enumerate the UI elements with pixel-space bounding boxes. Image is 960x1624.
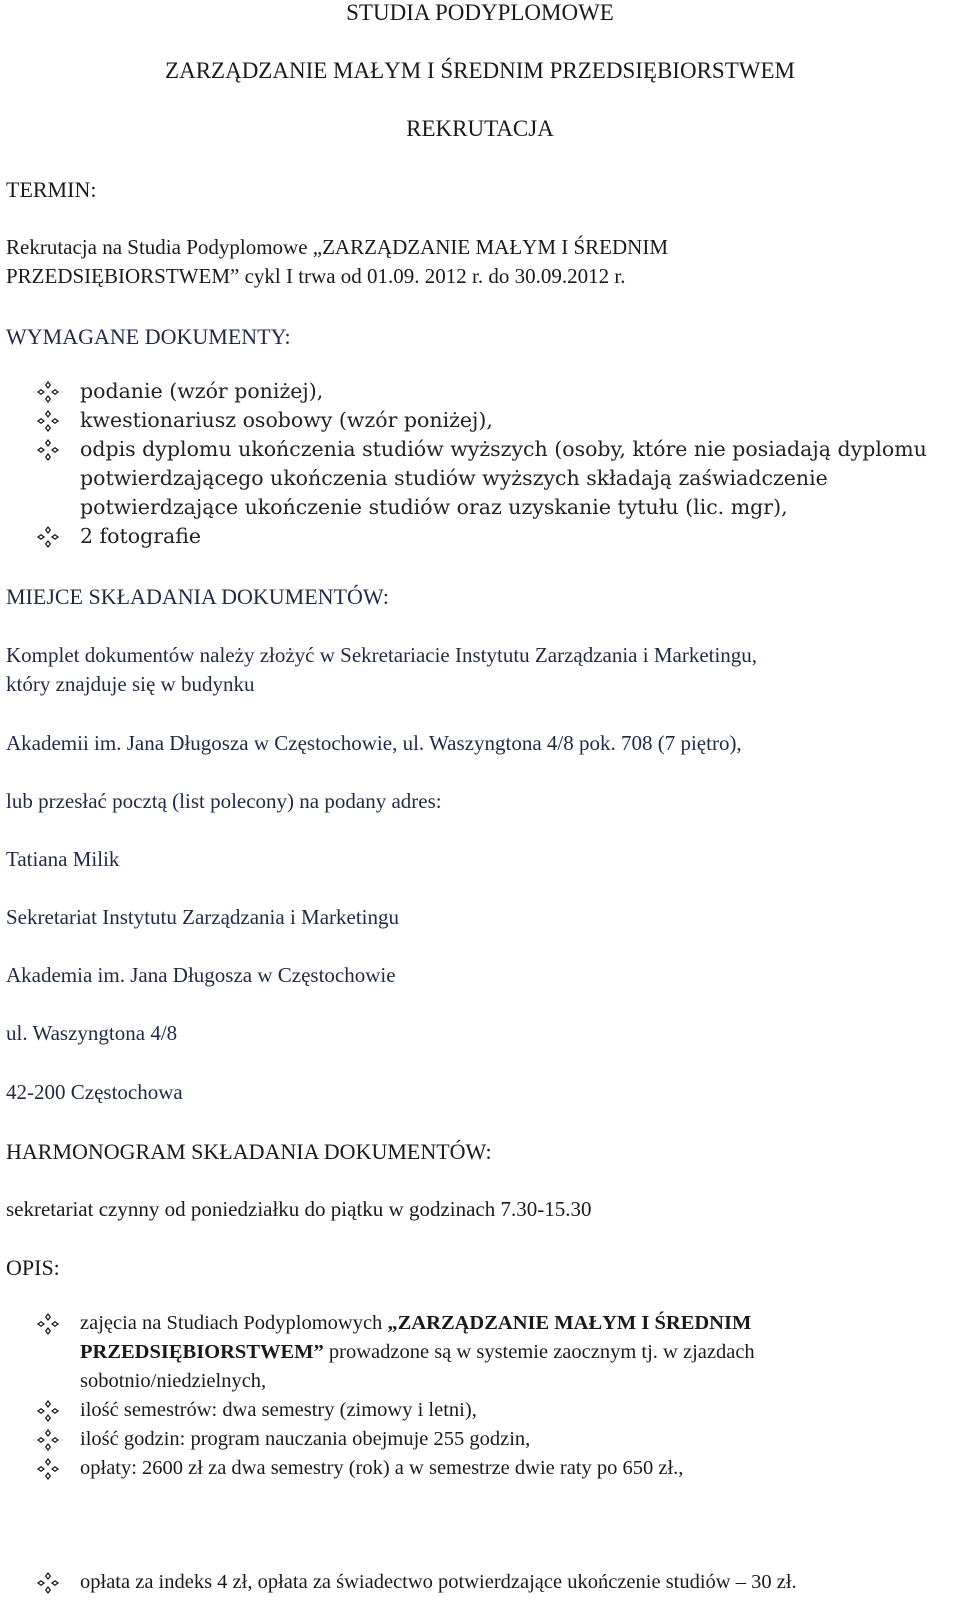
address-line: Sekretariat Instytutu Zarządzania i Marketingu: [6, 905, 400, 929]
title-program: ZARZĄDZANIE MAŁYM I ŚREDNIM PRZEDSIĘBIORSTWEM: [165, 58, 795, 83]
list-item: opłaty: 2600 zł za dwa semestry (rok) a w semestrze dwie raty po 650 zł.,: [0, 1454, 960, 1483]
diamond-bullet-icon: [36, 1312, 60, 1336]
address-line: 42-200 Częstochowa: [6, 1080, 183, 1104]
heading-miejsce: MIEJCE SKŁADANIA DOKUMENTÓW:: [6, 584, 389, 609]
list-item: ilość godzin: program nauczania obejmuje 255 godzin,: [0, 1425, 960, 1454]
opis-list-last: [0, 1568, 960, 1597]
heading-termin: TERMIN:: [6, 177, 97, 202]
opis-list: [0, 1309, 960, 1483]
program-name-bold: „ZARZĄDZANIE MAŁYM I ŚREDNIM PRZEDSIĘBIORSTWEM”: [80, 1312, 752, 1363]
diamond-bullet-icon: [36, 409, 60, 433]
list-item: odpis dyplomu ukończenia studiów wyższych (osoby, które nie posiadają dyplomu potwierdzającego ukończenia studiów wyższych składają zaświadczenie potwierdzające ukończenie studiów oraz uzyskanie tytułu (lic. mgr),: [0, 435, 960, 522]
address-line: Tatiana Milik: [6, 847, 120, 871]
title-studia: STUDIA PODYPLOMOWE: [346, 0, 614, 25]
list-item: opłata za indeks 4 zł, opłata za świadectwo potwierdzające ukończenie studiów – 30 zł.: [0, 1568, 960, 1597]
miejsce-post-line: lub przesłać pocztą (list polecony) na podany adres:: [6, 789, 442, 813]
diamond-bullet-icon: [36, 438, 60, 462]
title-rekrutacja: REKRUTACJA: [406, 116, 554, 141]
harmonogram-text: sekretariat czynny od poniedziałku do piątku w godzinach 7.30-15.30: [6, 1197, 592, 1221]
diamond-bullet-icon: [36, 380, 60, 404]
heading-wymagane-dokumenty: WYMAGANE DOKUMENTY:: [6, 324, 291, 349]
address-line: ul. Waszyngtona 4/8: [6, 1021, 178, 1045]
diamond-bullet-icon: [36, 1428, 60, 1452]
list-item: 2 fotografie: [0, 522, 960, 551]
termin-text-line2: PRZEDSIĘBIORSTWEM” cykl I trwa od 01.09. 2012 r. do 30.09.2012 r.: [6, 264, 626, 288]
miejsce-location: Akademii im. Jana Długosza w Częstochowie, ul. Waszyngtona 4/8 pok. 708 (7 piętro),: [6, 731, 742, 755]
list-item: ilość semestrów: dwa semestry (zimowy i letni),: [0, 1396, 960, 1425]
list-item: kwestionariusz osobowy (wzór poniżej),: [0, 406, 960, 435]
list-item: zajęcia na Studiach Podyplomowych „ZARZĄDZANIE MAŁYM I ŚREDNIM PRZEDSIĘBIORSTWEM” prowadzone są w systemie zaocznym tj. w zjazdach sobotnio/niedzielnych,: [0, 1309, 960, 1396]
heading-harmonogram: HARMONOGRAM SKŁADANIA DOKUMENTÓW:: [6, 1139, 492, 1164]
diamond-bullet-icon: [36, 525, 60, 549]
miejsce-para-line1: Komplet dokumentów należy złożyć w Sekretariacie Instytutu Zarządzania i Marketingu,: [6, 643, 758, 667]
heading-opis: OPIS:: [6, 1255, 60, 1280]
termin-text-line1: Rekrutacja na Studia Podyplomowe „ZARZĄDZANIE MAŁYM I ŚREDNIM: [6, 235, 668, 259]
list-item: podanie (wzór poniżej),: [0, 377, 960, 406]
required-documents-list: [0, 377, 960, 551]
diamond-bullet-icon: [36, 1457, 60, 1481]
address-line: Akademia im. Jana Długosza w Częstochowie: [6, 963, 396, 987]
diamond-bullet-icon: [36, 1399, 60, 1423]
miejsce-para-line2: który znajduje się w budynku: [6, 672, 255, 696]
diamond-bullet-icon: [36, 1571, 60, 1595]
